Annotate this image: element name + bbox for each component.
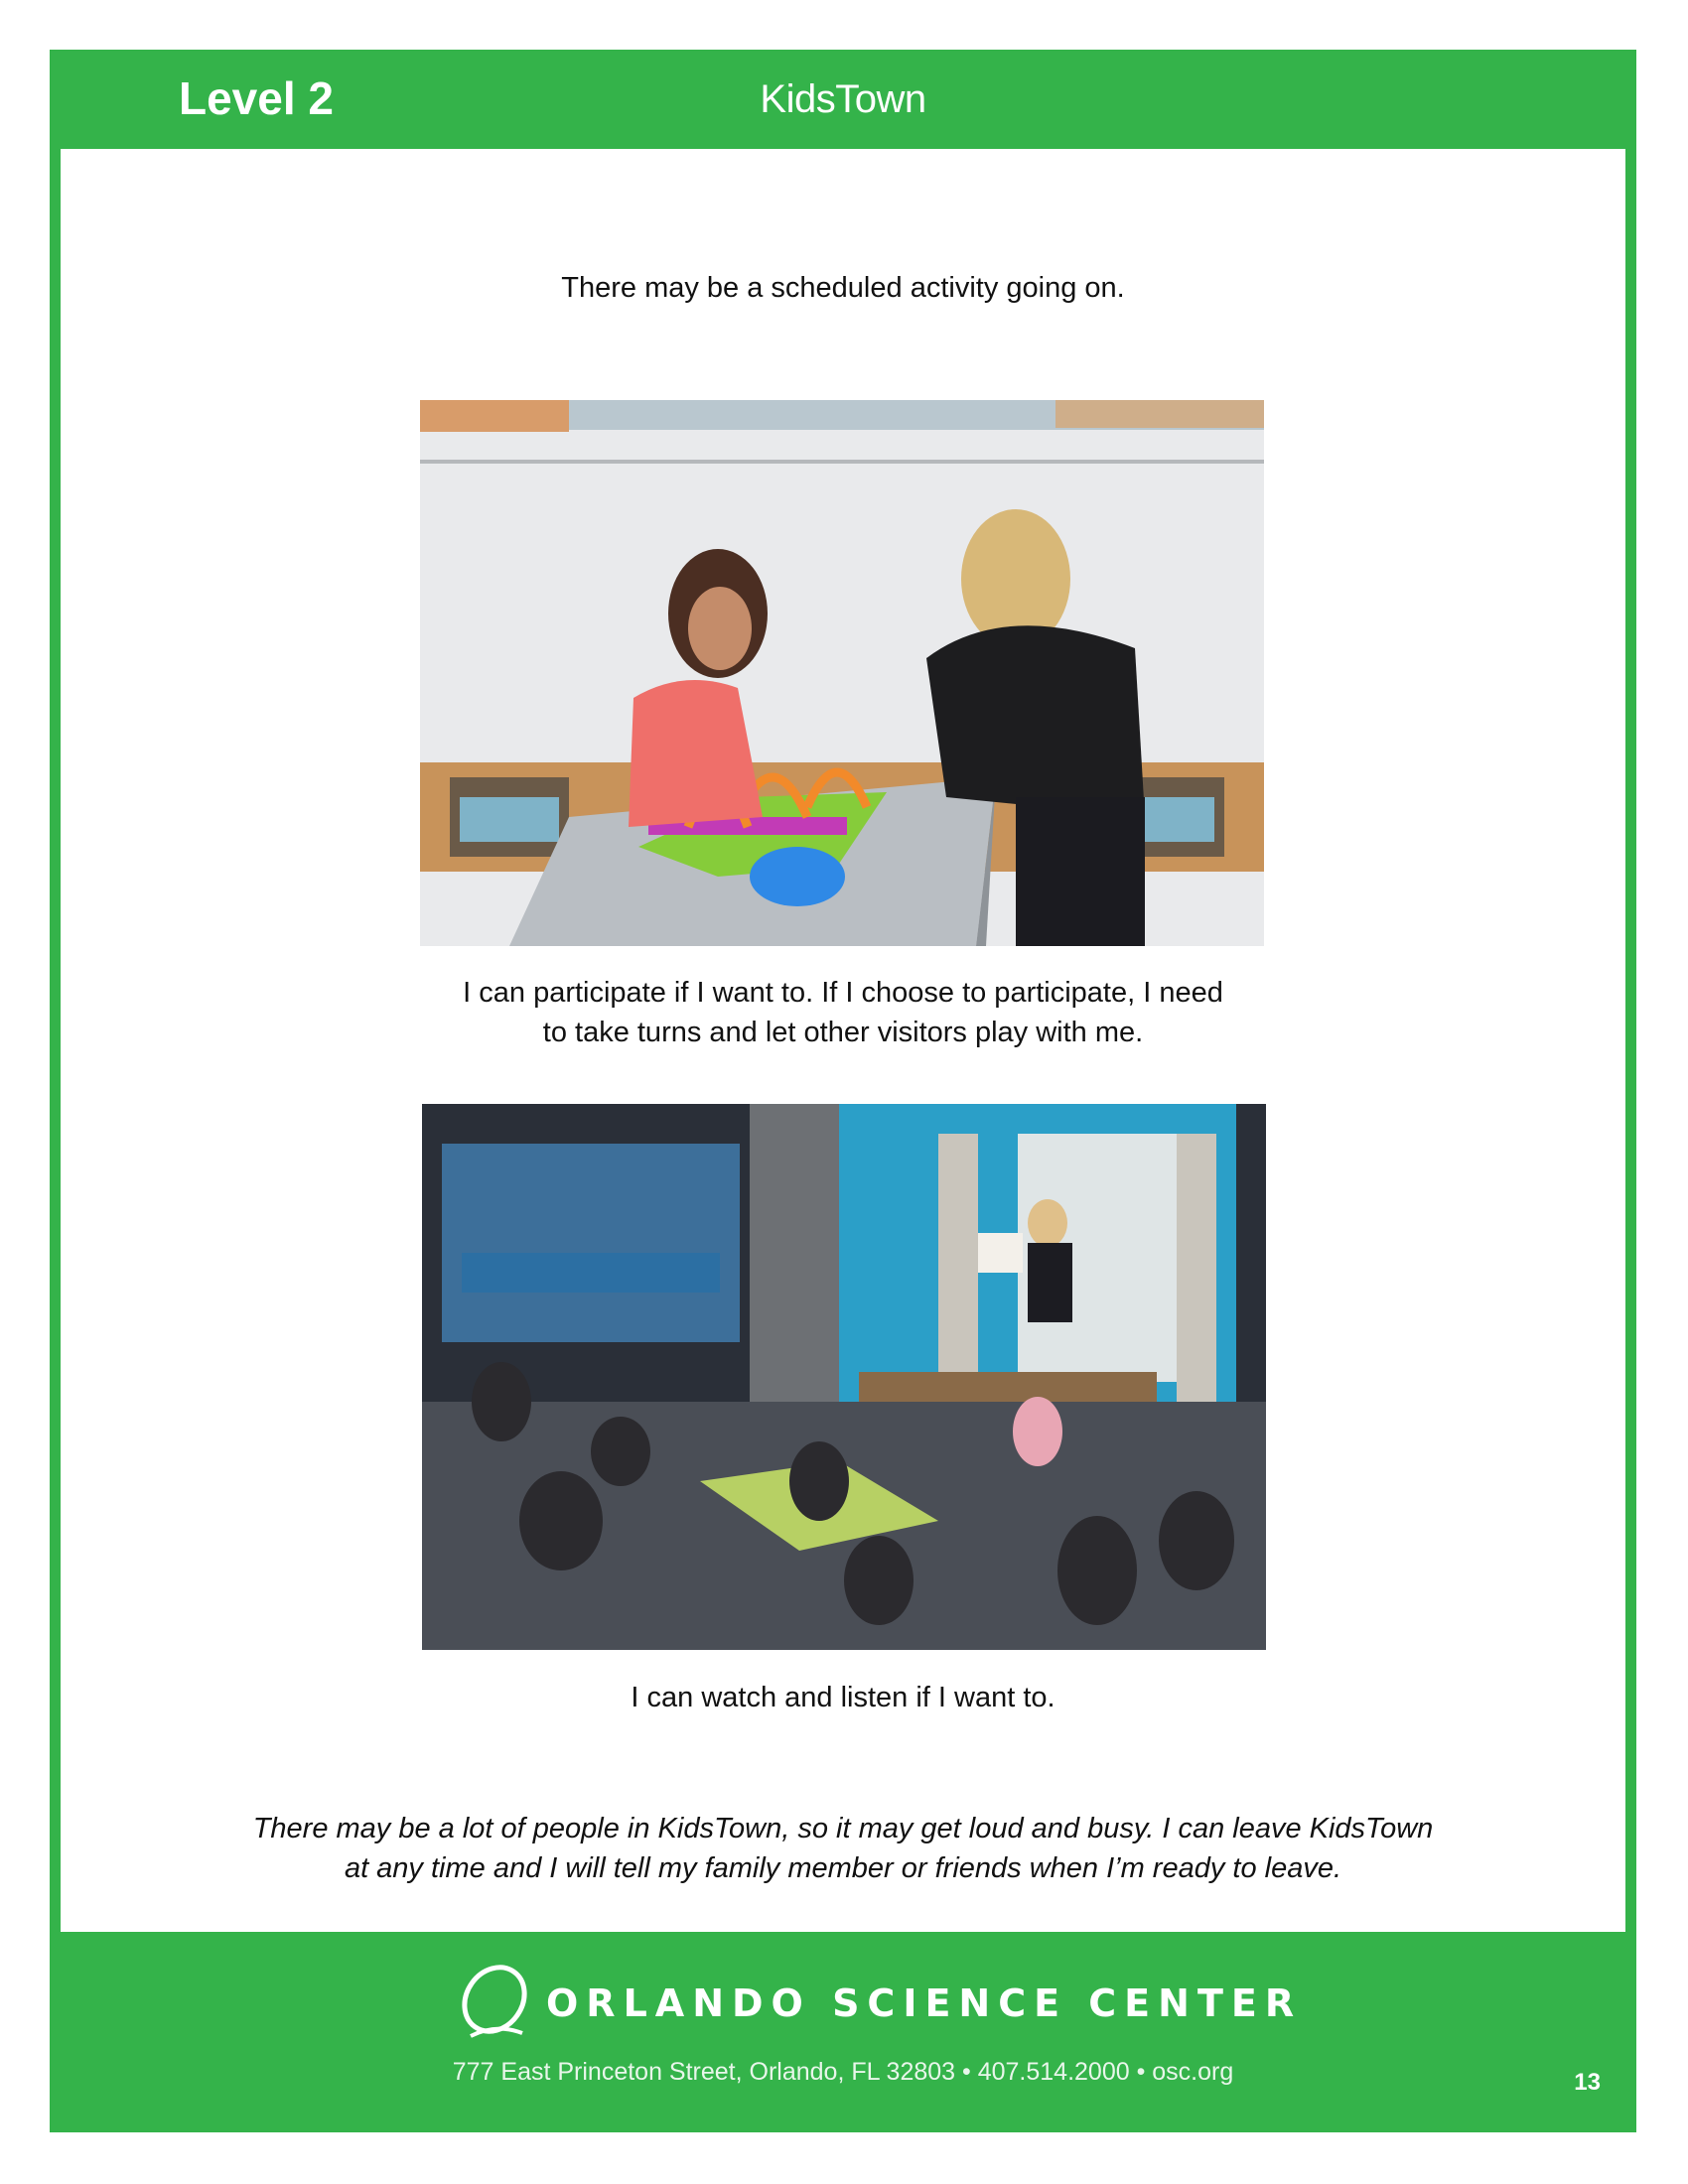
section-title: KidsTown <box>760 77 926 121</box>
participate-caption <box>61 973 1625 1052</box>
page-frame <box>50 50 1636 2132</box>
photo-story-time <box>422 1104 1266 1650</box>
osc-logo-icon <box>457 1962 536 2051</box>
org-address: 777 East Princeton Street, Orlando, FL 32803 • 407.514.2000 • osc.org <box>452 2058 1234 2086</box>
page-number: 13 <box>1574 2069 1601 2096</box>
level-label: Level 2 <box>179 72 334 124</box>
org-name: ORLANDO SCIENCE CENTER <box>546 1981 1303 2025</box>
participate-caption-line1: I can participate if I want to. If I choose to participate, I need <box>463 977 1223 1009</box>
intro-caption: There may be a scheduled activity going on. <box>561 272 1125 304</box>
page-footer <box>50 1932 1636 2132</box>
note-caption-line2: at any time and I will tell my family member or friends when I’m ready to leave. <box>344 1852 1342 1884</box>
participate-caption-line2: to take turns and let other visitors play with me. <box>542 1017 1144 1048</box>
content-panel <box>61 149 1625 1932</box>
page-header <box>50 50 1636 149</box>
note-caption <box>61 1809 1625 1888</box>
watch-caption: I can watch and listen if I want to. <box>631 1682 1055 1713</box>
note-caption-line1: There may be a lot of people in KidsTown, so it may get loud and busy. I can leave KidsTown <box>252 1813 1434 1844</box>
photo-activity-table <box>420 400 1264 946</box>
